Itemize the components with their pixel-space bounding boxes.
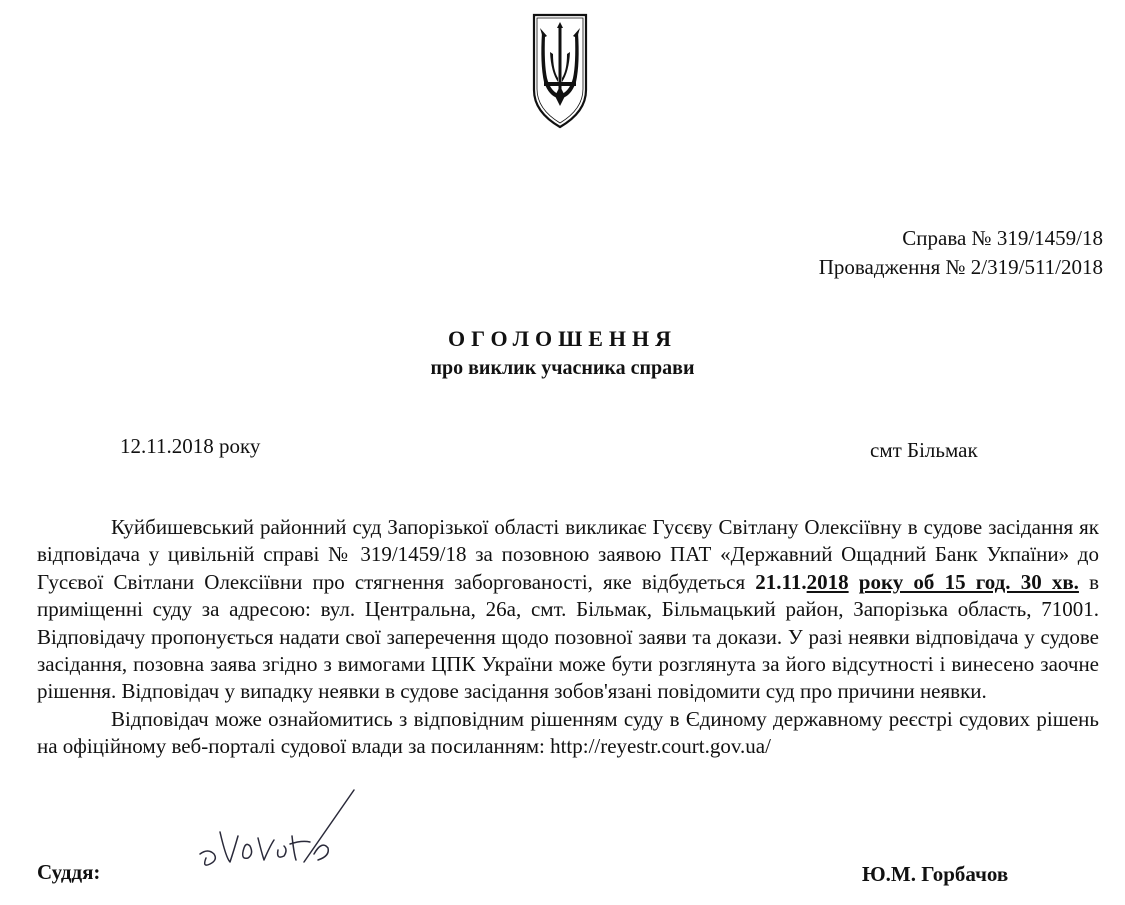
paragraph-1-part-1: Куйбишевський районний суд Запорізької області викликає Гусєву Світлану Олексіївну в судове засідання як відповідача у цивільній справі № 319/1459/18 за позовною заявою ПАТ «Державний Ощадний Банк Укпаїни» до Гусєвої Світлани Олексіївни про стягнення заборгованості, яке відбудеться: [37, 515, 1099, 594]
judge-label: Суддя:: [37, 860, 101, 884]
document-date: 12.11.2018 року: [120, 434, 261, 458]
document-place: смт Більмак: [870, 438, 978, 462]
paragraph-1-part-2: в приміщенні суду за адресою: вул. Центральна, 26а, смт. Більмак, Більмацький район, Запорізька область, 71001. Відповідачу пропонується надати свої заперечення щодо позовної заяви та докази. У разі неявки відповідача у судове засідання, позовна заява згідно з вимогами ЦПК України може бути розглянута за його відсутності і винесено заочне рішення. Відповідач у випадку неявки в судове засідання зобов'язані повідомити суд про причини неявки.: [37, 569, 1100, 704]
trident-coat-of-arms-icon: [531, 12, 589, 130]
judge-name: Ю.М. Горбачов: [862, 862, 1009, 886]
hearing-date-day: 21.11.: [755, 569, 807, 594]
hearing-time: року об 15 год. 30 хв.: [858, 569, 1079, 594]
case-number: Справа № 319/1459/18: [902, 226, 1103, 250]
handwritten-signature-icon: [192, 784, 367, 884]
paragraph-2: Відповідач може ознайомитись з відповідним рішенням суду в Єдиному державному реєстрі судових рішень на офіційному веб-порталі судової влади за посиланням: http://reyestr.court.gov.ua/: [37, 706, 1099, 759]
proceeding-number: Провадження № 2/319/511/2018: [818, 255, 1103, 279]
case-numbers: [819, 224, 1103, 282]
hearing-date-year: 2018: [806, 569, 849, 594]
paragraph-1: [37, 514, 1099, 706]
document-subtitle: про виклик учасника справи: [430, 357, 695, 379]
document-title: ОГОЛОШЕННЯ: [447, 326, 678, 351]
announcement-body: [37, 514, 1099, 761]
